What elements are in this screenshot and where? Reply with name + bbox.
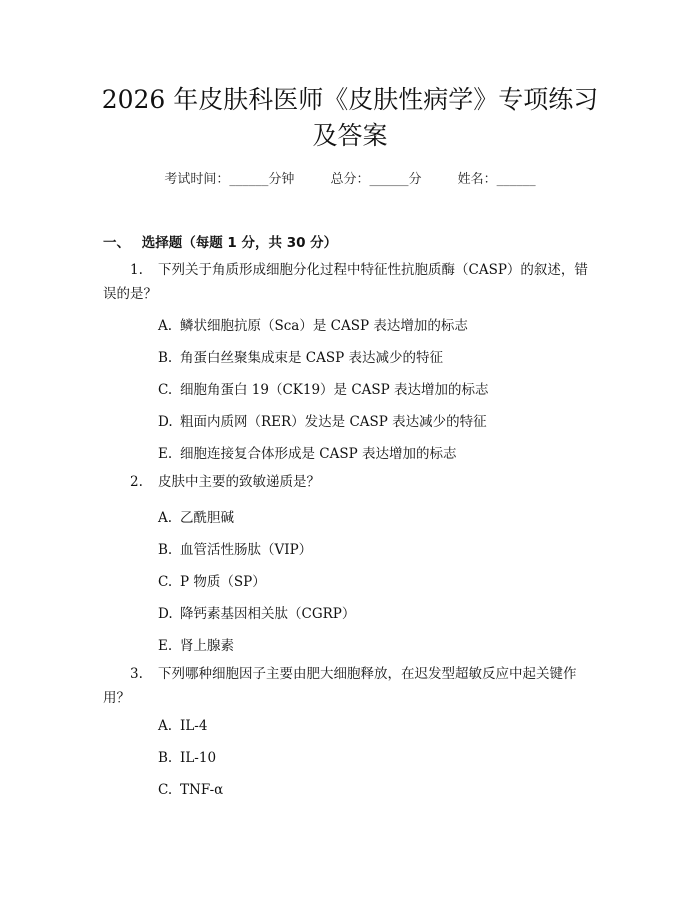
option-letter: B.	[158, 542, 173, 558]
option-letter: A.	[158, 318, 173, 334]
answer-option	[158, 718, 207, 734]
option-text: 鳞状细胞抗原（Sca）是 CASP 表达增加的标志	[180, 318, 468, 334]
option-letter: D.	[158, 606, 173, 622]
answer-option	[158, 506, 234, 526]
question-text: 皮肤中主要的致敏递质是？	[158, 474, 320, 490]
total-score-field: 总分：______分	[330, 172, 422, 187]
question-text: 下列哪种细胞因子主要由肥大细胞释放，在迟发型超敏反应中起关键作用？	[103, 666, 577, 706]
exam-time-field: 考试时间：______分钟	[164, 172, 295, 187]
answer-option	[158, 410, 487, 430]
option-letter: D.	[158, 414, 173, 430]
answer-option	[158, 346, 443, 366]
option-text: 粗面内质网（RER）发达是 CASP 表达减少的特征	[180, 414, 487, 430]
option-letter: A.	[158, 510, 173, 526]
option-letter: C.	[158, 574, 173, 590]
option-letter: B.	[158, 350, 173, 366]
option-text: IL-10	[180, 750, 217, 766]
section-heading	[103, 231, 337, 251]
question-number: 1.	[130, 262, 143, 278]
section-title: 选择题（每题 1 分，共 30 分）	[141, 235, 338, 251]
option-text: TNF-α	[180, 782, 224, 798]
option-text: 肾上腺素	[180, 638, 234, 654]
answer-option	[158, 570, 266, 590]
option-letter: A.	[158, 718, 173, 734]
answer-option	[158, 782, 223, 798]
option-letter: B.	[158, 750, 173, 766]
option-letter: C.	[158, 382, 173, 398]
exam-info-line	[0, 168, 700, 187]
option-letter: E.	[158, 638, 173, 654]
option-text: 乙酰胆碱	[180, 510, 234, 526]
option-text: 血管活性肠肽（VIP）	[180, 542, 313, 558]
option-text: 细胞角蛋白 19（CK19）是 CASP 表达增加的标志	[180, 382, 489, 398]
question-number: 3.	[130, 666, 143, 682]
question-text: 下列关于角质形成细胞分化过程中特征性抗胞质酶（CASP）的叙述，错误的是？	[103, 262, 588, 302]
option-text: 角蛋白丝聚集成束是 CASP 表达减少的特征	[180, 350, 443, 366]
answer-option	[158, 314, 468, 334]
option-text: 细胞连接复合体形成是 CASP 表达增加的标志	[180, 446, 457, 462]
question-number: 2.	[130, 474, 143, 490]
question-stem	[103, 258, 593, 306]
answer-option	[158, 442, 457, 462]
answer-option	[158, 538, 312, 558]
option-letter: E.	[158, 446, 173, 462]
answer-option	[158, 602, 355, 622]
option-letter: C.	[158, 782, 173, 798]
option-text: IL-4	[180, 718, 208, 734]
document-title: 2026 年皮肤科医师《皮肤性病学》专项练习及答案	[101, 85, 599, 150]
question-stem	[103, 470, 593, 494]
name-field: 姓名：______	[457, 172, 536, 187]
answer-option	[158, 378, 489, 398]
question-stem	[103, 662, 593, 710]
answer-option	[158, 634, 234, 654]
answer-option	[158, 750, 216, 766]
option-text: P 物质（SP）	[180, 574, 266, 590]
option-text: 降钙素基因相关肽（CGRP）	[180, 606, 356, 622]
section-number: 一、	[103, 235, 130, 251]
